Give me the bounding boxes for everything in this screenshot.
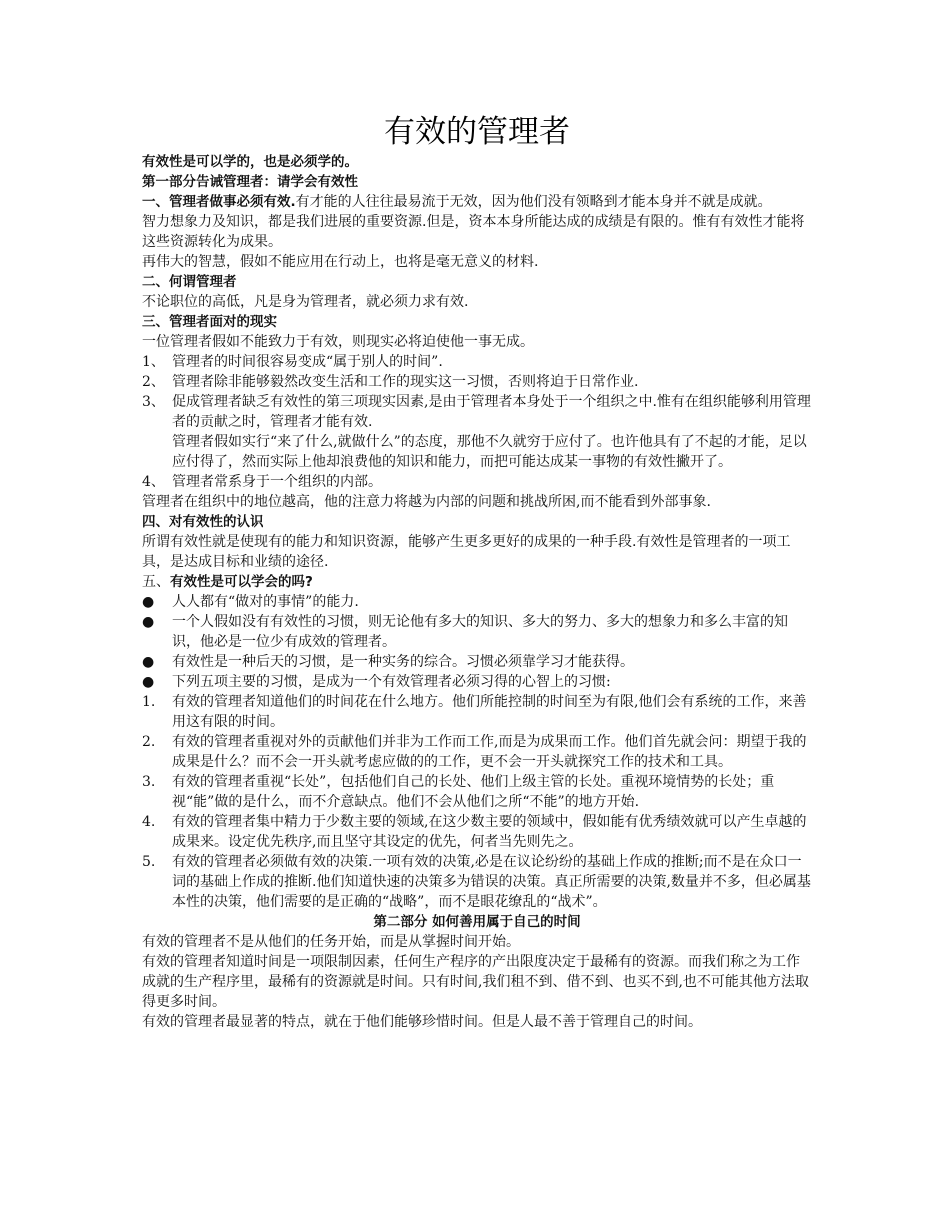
section1-body: 有才能的人往往最易流于无效，因为他们没有领略到才能本身并不就是成就。 [295, 194, 772, 210]
list-item-text: 管理者的时间很容易变成“属于别人的时间”. [172, 354, 443, 370]
bullet-item [142, 672, 812, 692]
numbered-item [142, 852, 812, 912]
part2-paragraph-2: 有效的管理者知道时间是一项限制因素，任何生产程序的产出限度决定于最稀有的资源。而我们称之为工作成就的生产程序里，最稀有的资源就是时间。只有时间,我们租不到、借不到、也买不到,也不可能其他方法取得更多时间。 [142, 954, 809, 1010]
numbered-text: 有效的管理者重视对外的贡献他们并非为工作而工作,而是为成果而工作。他们首先就会问：期望于我的成果是什么？而不会一开头就考虑应做的的工作，更不会一开头就探究工作的技术和工具。 [172, 734, 807, 770]
intro-line: 有效性是可以学的，也是必须学的。 [142, 154, 358, 170]
part2-paragraph-3: 有效的管理者最显著的特点，就在于他们能够珍惜时间。但是人最不善于管理自己的时间。 [142, 1014, 702, 1030]
part1-heading: 第一部分告诫管理者：请学会有效性 [142, 174, 358, 190]
section3-paragraph-2: 管理者在组织中的地位越高，他的注意力将越为内部的问题和挑战所困,而不能看到外部事象. [142, 494, 711, 510]
list-marker: 2、 [142, 374, 165, 390]
list-item-text: 管理者常系身于一个组织的内部。 [172, 474, 382, 490]
section2-heading: 二、何谓管理者 [142, 274, 237, 290]
section5-prefix: 五、 [142, 574, 170, 590]
section1-paragraph-3: 再伟大的智慧，假如不能应用在行动上，也将是毫无意义的材料. [142, 254, 539, 270]
section1-paragraph-2: 智力想象力及知识，都是我们进展的重要资源.但是，资本本身所能达成的成绩是有限的。惟有有效性才能将这些资源转化为成果。 [142, 214, 805, 250]
list-item [142, 392, 812, 432]
list-item [142, 352, 812, 372]
part2-paragraph-1: 有效的管理者不是从他们的任务开始，而是从掌握时间开始。 [142, 934, 520, 950]
bullet-text: 一个人假如没有有效性的习惯，则无论他有多大的知识、多大的努力、多大的想象力和多么丰富的知识，他必是一位少有成效的管理者。 [172, 614, 788, 650]
bullet-text: 有效性是一种后天的习惯，是一种实务的综合。习惯必须靠学习才能获得。 [172, 654, 634, 670]
list-item [142, 472, 812, 492]
numbered-item [142, 812, 812, 852]
section1-paragraph [142, 192, 812, 212]
page-title: 有效的管理者 [384, 114, 570, 150]
list-marker: 1、 [142, 354, 165, 370]
bullet-text: 人人都有“做对的事情”的能力. [172, 594, 359, 610]
section3-paragraph: 一位管理者假如不能致力于有效，则现实必将迫使他一事无成。 [142, 334, 534, 350]
numbered-text: 有效的管理者知道他们的时间花在什么地方。他们所能控制的时间至为有限,他们会有系统的工作，来善用这有限的时间。 [172, 694, 807, 730]
bullet-item [142, 592, 812, 612]
numbered-item [142, 732, 812, 772]
document-page [142, 112, 812, 1032]
numbered-item [142, 772, 812, 812]
section3-heading: 三、管理者面对的现实 [142, 314, 277, 330]
number-marker: 3. [142, 774, 156, 790]
numbered-item [142, 692, 812, 732]
list-marker: 3、 [142, 394, 165, 410]
bullet-icon: ● [142, 614, 155, 630]
bullet-icon: ● [142, 654, 155, 670]
part2-heading: 第二部分 如何善用属于自己的时间 [373, 914, 581, 930]
number-marker: 4. [142, 814, 156, 830]
section4-paragraph: 所谓有效性就是使现有的能力和知识资源，能够产生更多更好的成果的一种手段.有效性是管理者的一项工具，是达成目标和业绩的途径. [142, 534, 791, 570]
number-marker: 1. [142, 694, 156, 710]
section5-heading [142, 572, 812, 592]
numbered-text: 有效的管理者必须做有效的决策.一项有效的决策,必是在议论纷纷的基础上作成的推断;而不是在众口一词的基础上作成的推断.他们知道快速的决策多为错误的决策。真正所需要的决策,数量并不多，但必属基本性的决策，他们需要的是正确的“战略”，而不是眼花缭乱的“战术”。 [172, 854, 811, 910]
section2-paragraph: 不论职位的高低，凡是身为管理者，就必须力求有效. [142, 294, 469, 310]
section3-note: 管理者假如实行“来了什么,就做什么”的态度，那他不久就穷于应付了。也许他具有了不起的才能，足以应付得了，然而实际上他却浪费他的知识和能力，而把可能达成某一事物的有效性撇开了。 [172, 434, 807, 470]
list-item [142, 372, 812, 392]
list-item-text: 促成管理者缺乏有效性的第三项现实因素,是由于管理者本身处于一个组织之中.惟有在组织能够利用管理者的贡献之时，管理者才能有效. [172, 394, 811, 430]
numbered-text: 有效的管理者重视“长处”，包括他们自己的长处、他们上级主管的长处。重视环境情势的长处；重视“能”做的是什么，而不介意缺点。他们不会从他们之所“不能”的地方开始. [172, 774, 775, 810]
numbered-text: 有效的管理者集中精力于少数主要的领域,在这少数主要的领域中，假如能有优秀绩效就可以产生卓越的成果来。设定优先秩序,而且坚守其设定的优先，何者当先则先之。 [172, 814, 807, 850]
bullet-icon: ● [142, 594, 155, 610]
bullet-icon: ● [142, 674, 155, 690]
bullet-text: 下列五项主要的习惯，是成为一个有效管理者必须习得的心智上的习惯: [172, 674, 611, 690]
section5-title: 有效性是可以学会的吗? [170, 574, 313, 590]
number-marker: 2. [142, 734, 156, 750]
bullet-item [142, 612, 812, 652]
number-marker: 5. [142, 854, 156, 870]
list-item-text: 管理者除非能够毅然改变生活和工作的现实这一习惯，否则将迫于日常作业. [172, 374, 639, 390]
section1-heading: 一、管理者做事必须有效. [142, 194, 296, 210]
list-marker: 4、 [142, 474, 165, 490]
section4-heading: 四、对有效性的认识 [142, 514, 264, 530]
bullet-item [142, 652, 812, 672]
